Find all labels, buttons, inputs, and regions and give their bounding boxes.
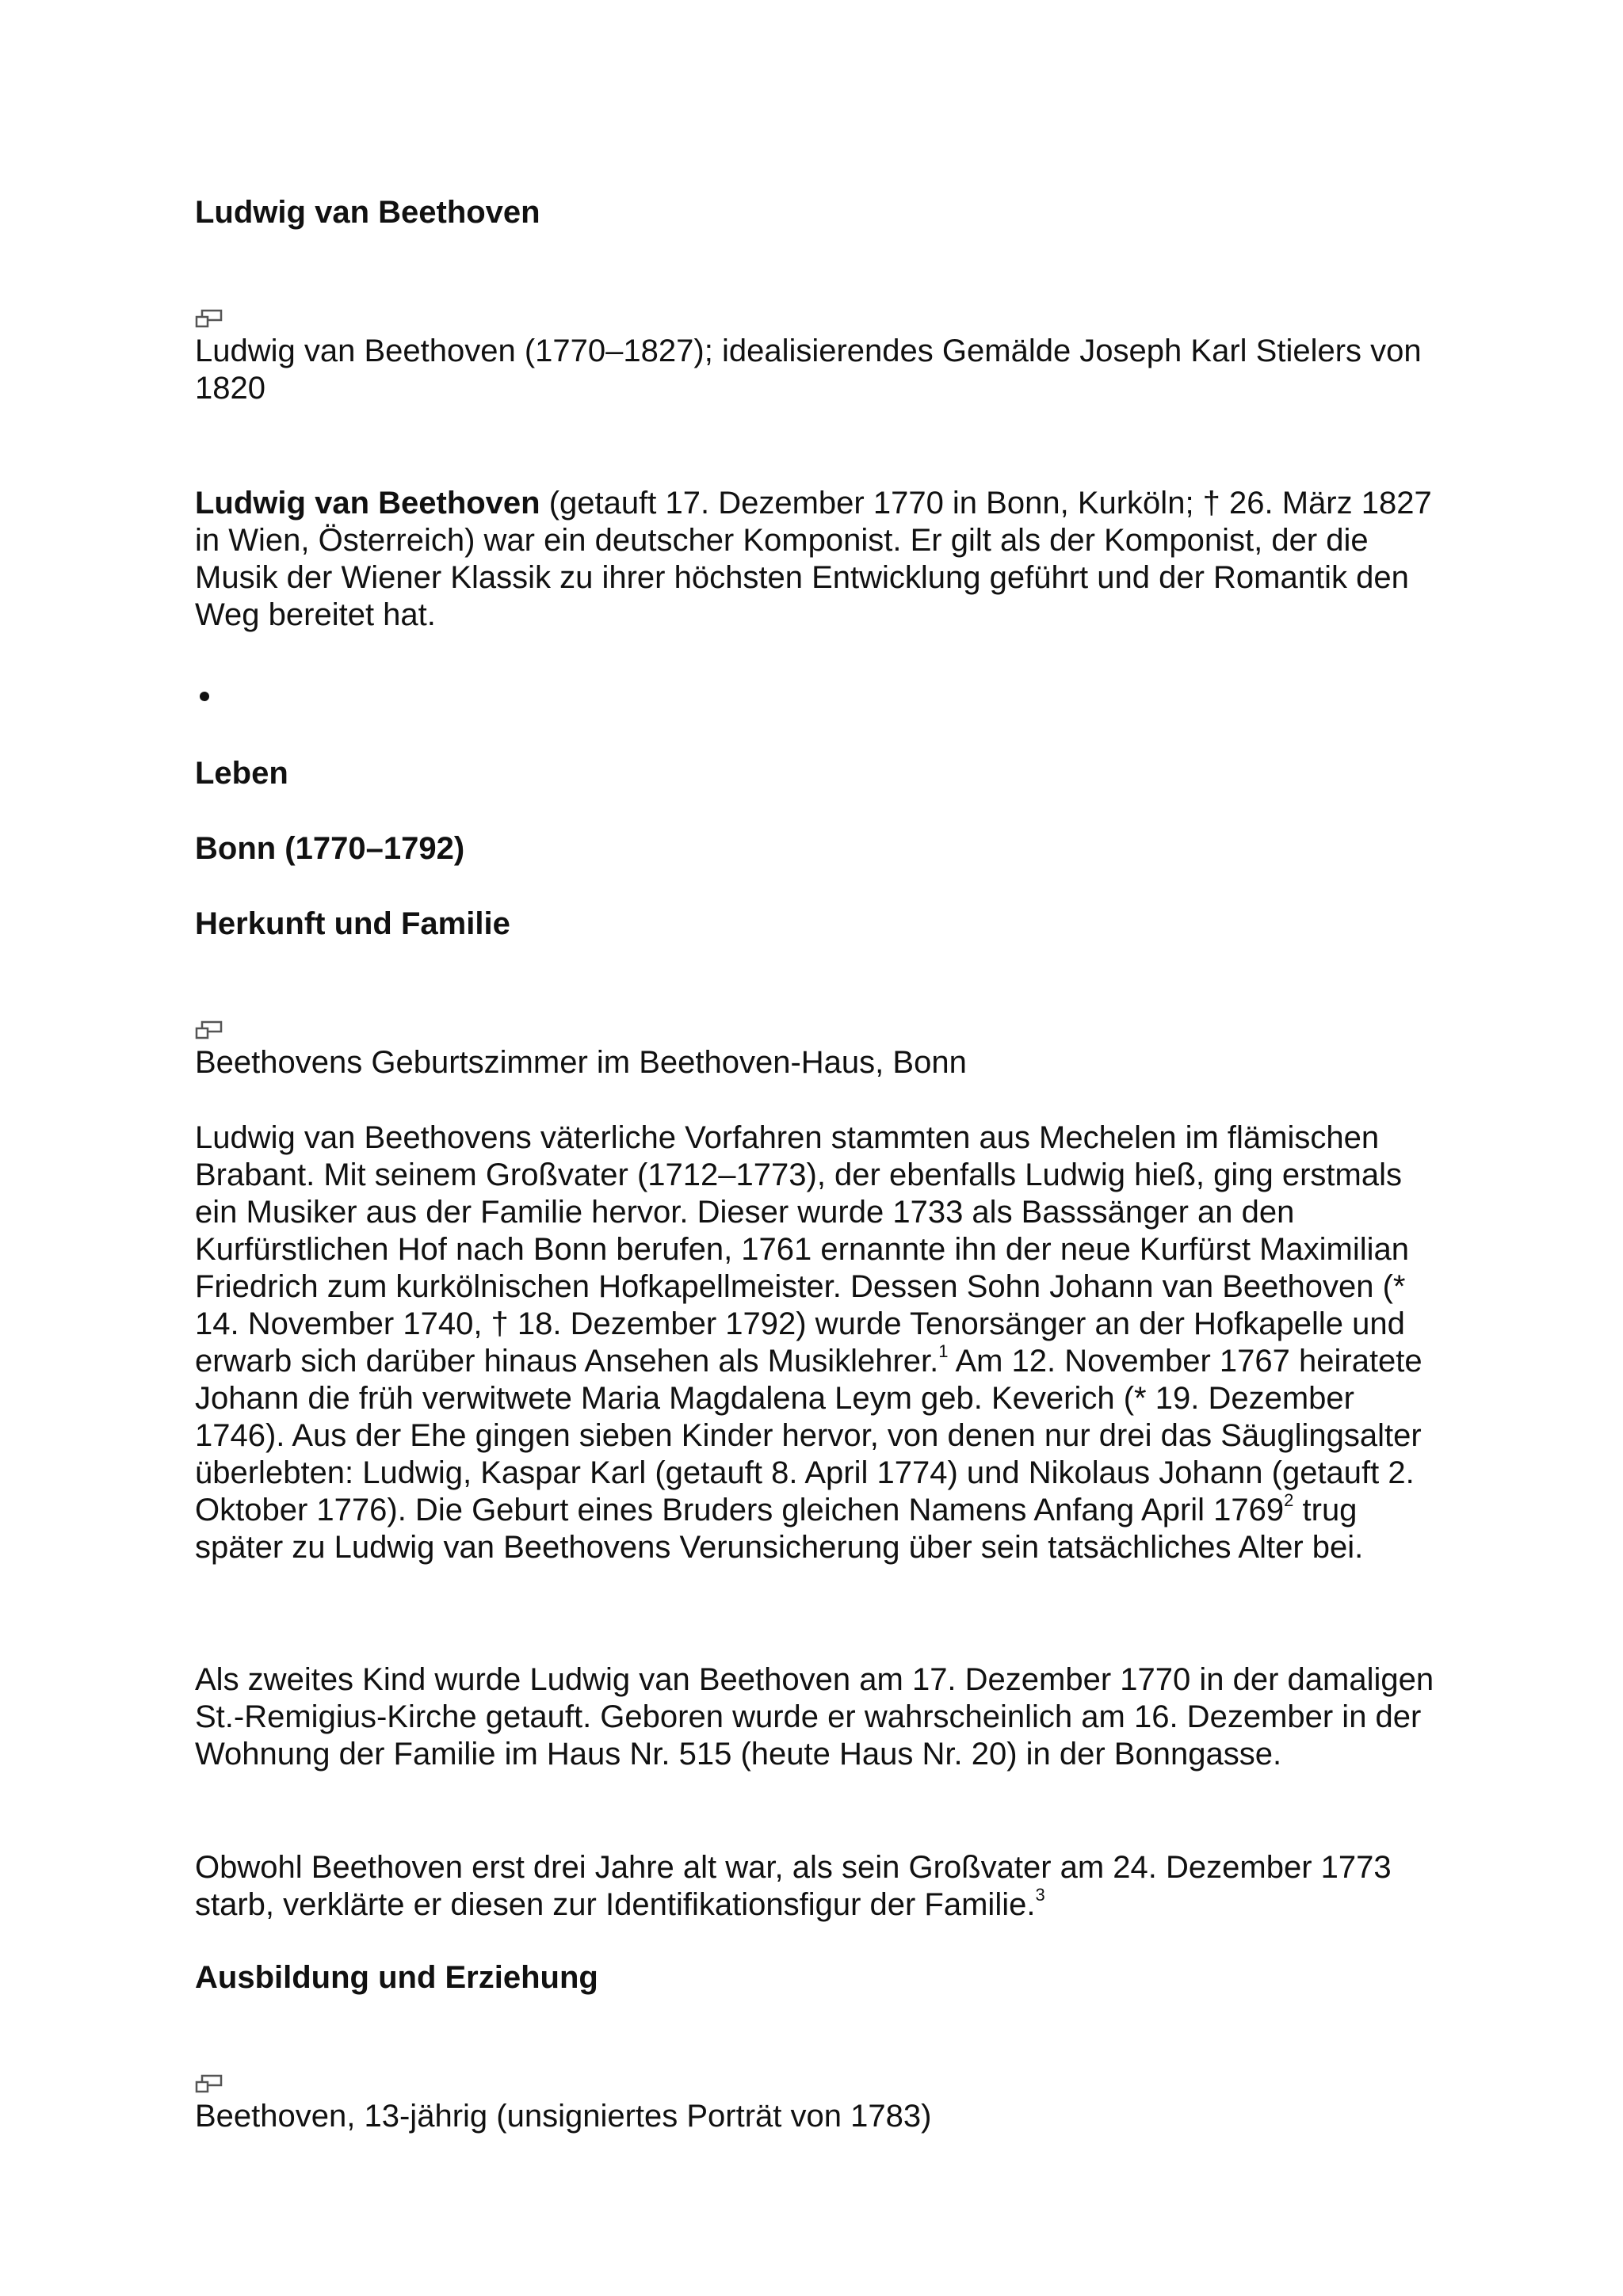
baptism-paragraph: Als zweites Kind wurde Ludwig van Beethoven am 17. Dezember 1770 in der damaligen St.-Remigius-Kirche getauft. Geboren wurde er wahrscheinlich am 16. Dezember in der Wohnung der Familie im Haus Nr. 515 (heute Haus Nr. 20) in der Bonngasse. [195, 1662, 1434, 1772]
footnote-ref-2[interactable]: 2 [1284, 1490, 1294, 1510]
document-title: Ludwig van Beethoven [195, 195, 540, 230]
intro-text: (getauft 17. Dezember 1770 in Bonn, Kurköln; † 26. März 1827 in Wien, Österreich) war ein deutscher Komponist. Er gilt als der Komponist, der die Musik der Wiener Klassik zu ihrer höchsten Entwicklung geführt und der Romantik den Weg bereitet hat. [195, 486, 1432, 632]
family-text-3: trug später zu Ludwig van Beethovens Verunsicherung über sein tatsächliches Alter bei. [195, 1493, 1364, 1565]
portrait13-caption: Beethoven, 13-jährig (unsigniertes Porträt von 1783) [195, 2099, 932, 2134]
birthroom-caption: Beethovens Geburtszimmer im Beethoven-Haus, Bonn [195, 1045, 967, 1080]
heading-bonn: Bonn (1770–1792) [195, 831, 465, 866]
bullet-icon [200, 692, 209, 701]
heading-herkunft: Herkunft und Familie [195, 906, 510, 941]
image-placeholder-icon [195, 2074, 223, 2093]
image-placeholder-icon [195, 1020, 223, 1039]
family-text-1: Ludwig van Beethovens väterliche Vorfahren stammten aus Mechelen im flämischen Brabant. Mit seinem Großvater (1712–1773), der ebenfalls Ludwig hieß, ging erstmals ein Musiker aus der Familie hervor. Dieser wurde 1733 als Basssänger an den Kurfürstlichen Hof nach Bonn berufen, 1761 ernannte ihn der neue Kurfürst Maximilian Friedrich zum kurkölnischen Hofkapellmeister. Dessen Sohn Johann van Beethoven (* 14. November 1740, † 18. Dezember 1792) wurde Tenorsänger an der Hofkapelle und erwarb sich darüber hinaus Ansehen als Musiklehrer. [195, 1120, 1410, 1379]
footnote-ref-1[interactable]: 1 [938, 1341, 949, 1361]
grandfather-paragraph [195, 1849, 1447, 1924]
intro-name: Ludwig van Beethoven [195, 486, 540, 521]
grandfather-text: Obwohl Beethoven erst drei Jahre alt war, als sein Großvater am 24. Dezember 1773 starb, verklärte er diesen zur Identifikationsfigur der Familie. [195, 1850, 1392, 1922]
intro-paragraph [195, 485, 1447, 634]
family-text-2: Am 12. November 1767 heiratete Johann die früh verwitwete Maria Magdalena Leym geb. Keverich (* 19. Dezember 1746). Aus der Ehe gingen sieben Kinder hervor, von denen nur drei das Säuglingsalter überlebten: Ludwig, Kaspar Karl (getauft 8. April 1774) und Nikolaus Johann (getauft 2. Oktober 1776). Die Geburt eines Bruders gleichen Namens Anfang April 1769 [195, 1344, 1423, 1527]
image-placeholder-icon [195, 309, 223, 328]
portrait-caption: Ludwig van Beethoven (1770–1827); idealisierendes Gemälde Joseph Karl Stielers von 1820 [195, 334, 1422, 406]
footnote-ref-3[interactable]: 3 [1035, 1885, 1045, 1905]
heading-ausbildung: Ausbildung und Erziehung [195, 1960, 598, 1995]
heading-leben: Leben [195, 756, 288, 791]
family-paragraph [195, 1119, 1447, 1566]
